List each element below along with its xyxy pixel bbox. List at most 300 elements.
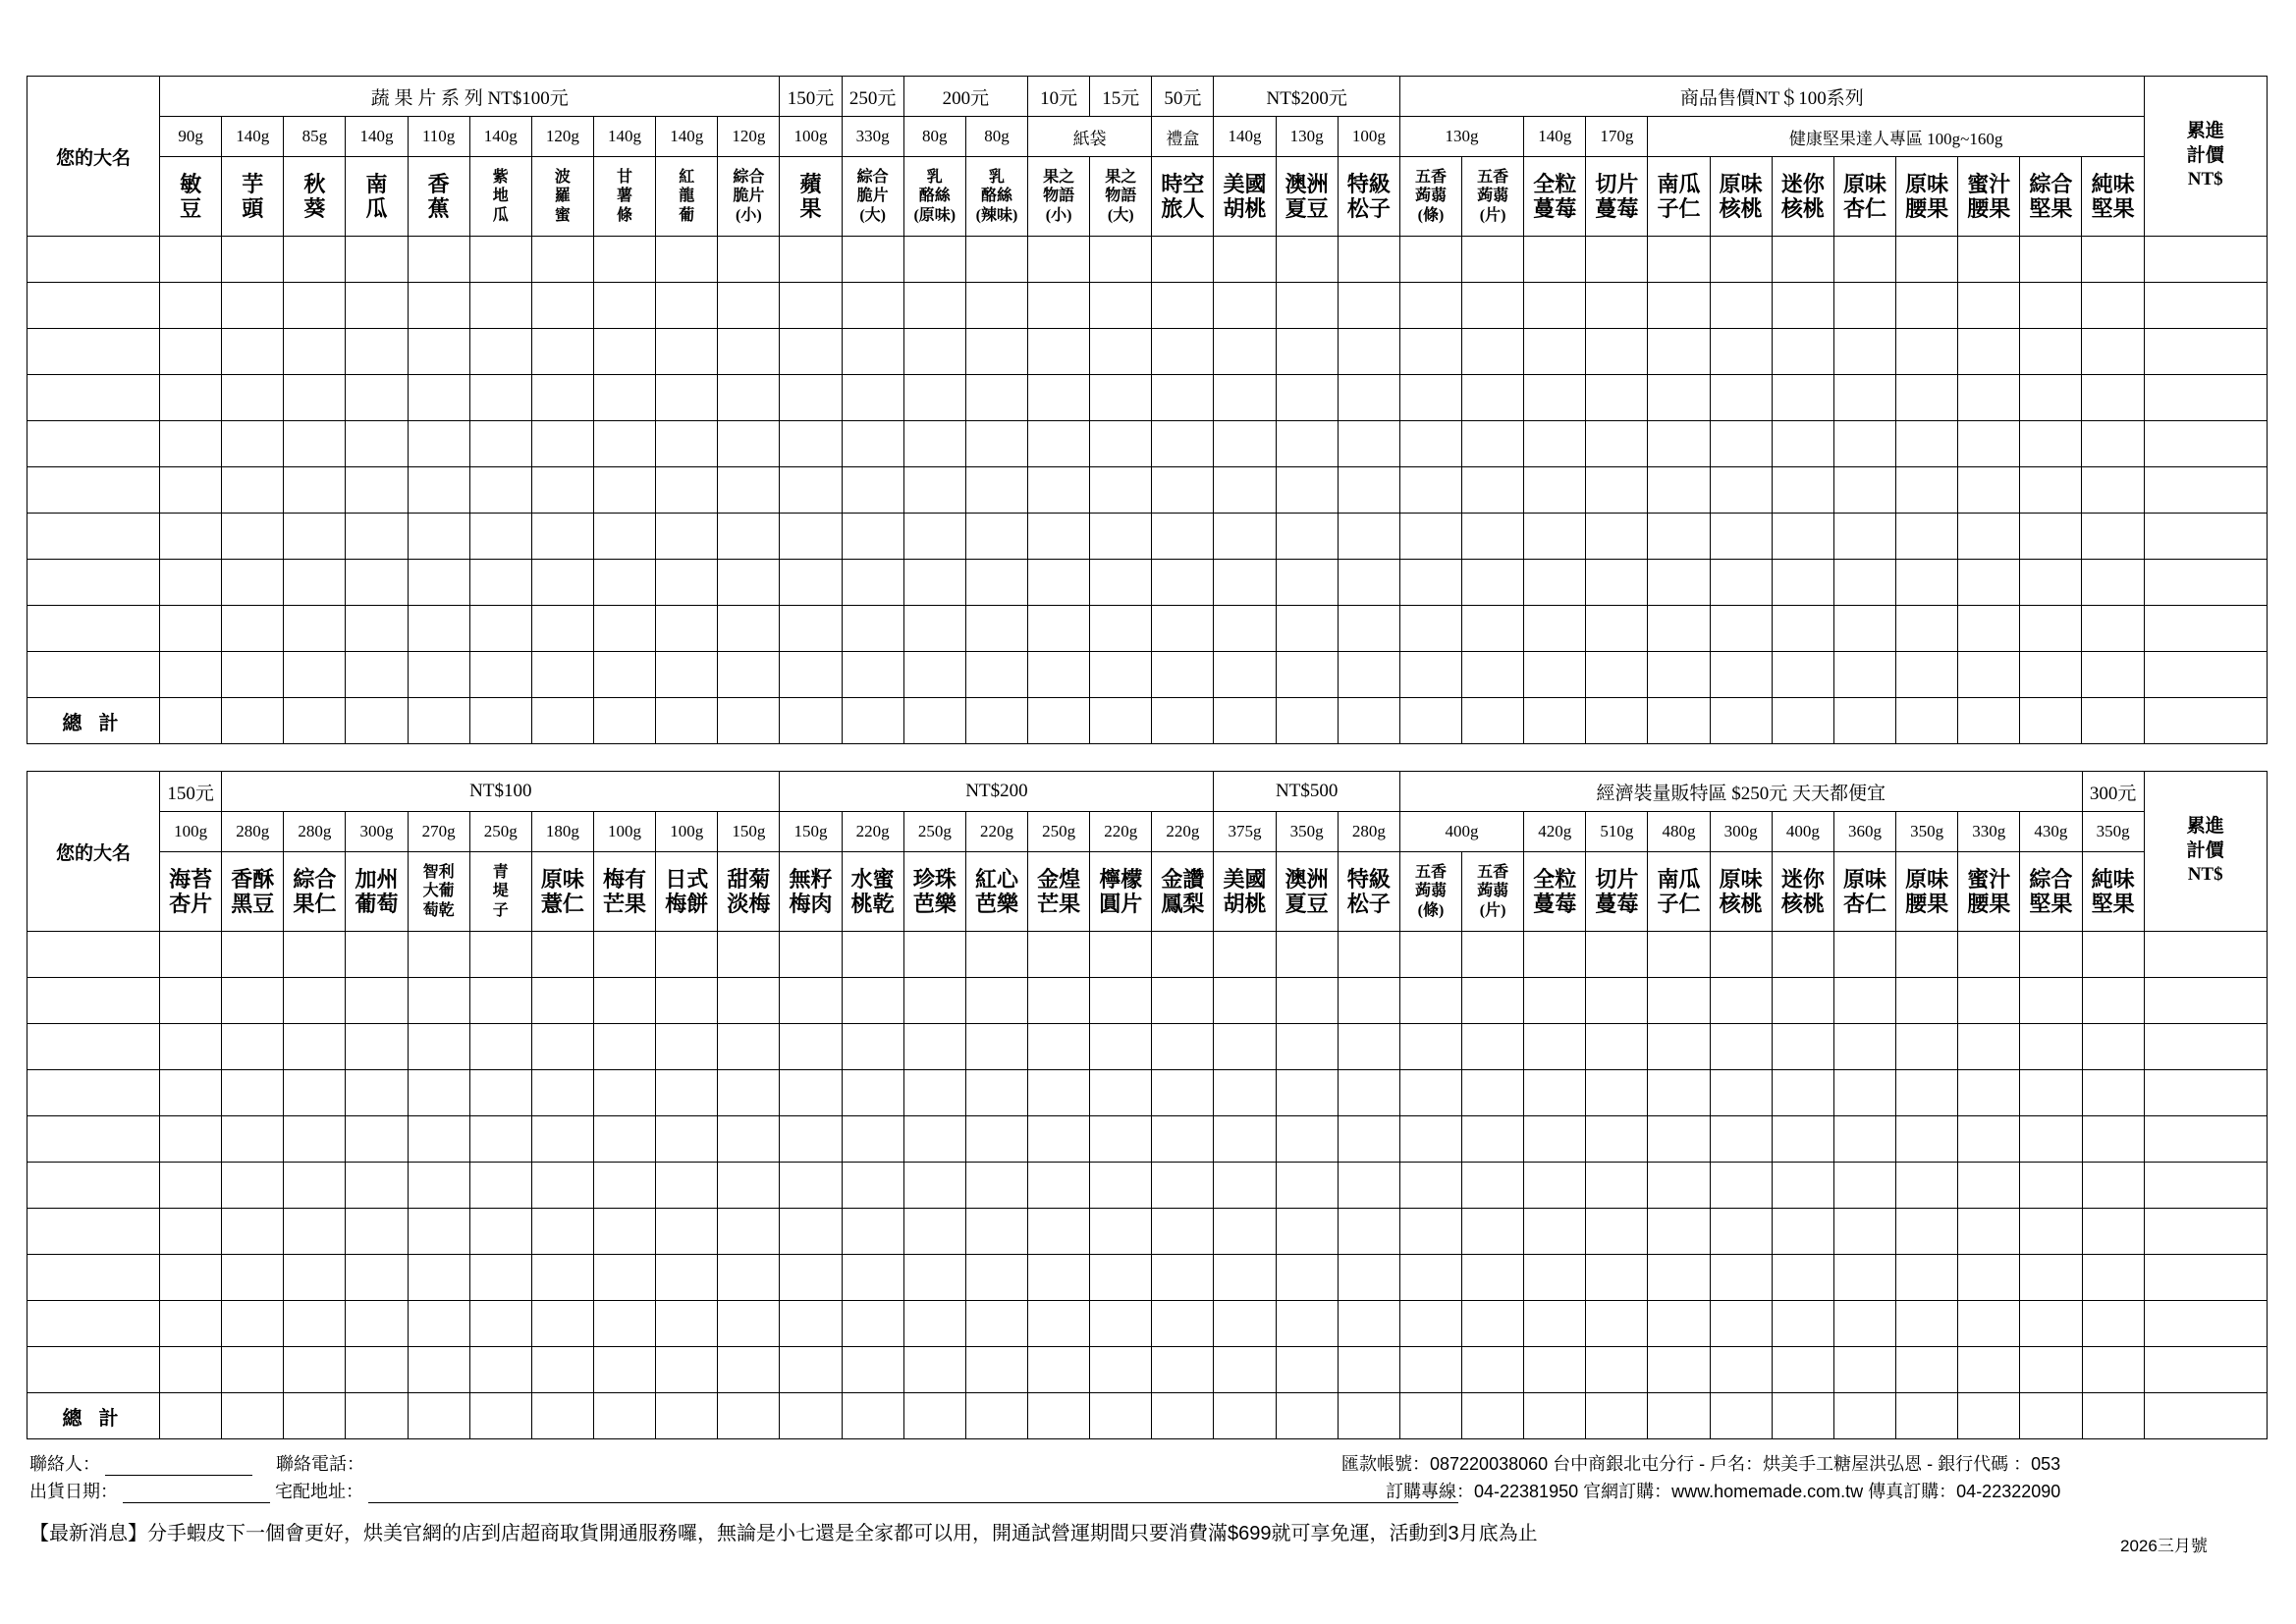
quantity-cell[interactable] <box>1833 1347 1895 1393</box>
quantity-cell[interactable] <box>1214 932 1276 978</box>
quantity-cell[interactable] <box>1896 606 1958 652</box>
quantity-cell[interactable] <box>1214 1301 1276 1347</box>
quantity-cell[interactable] <box>2082 514 2144 560</box>
quantity-cell[interactable] <box>284 606 346 652</box>
quantity-cell[interactable] <box>1524 978 1586 1024</box>
quantity-cell[interactable] <box>1896 375 1958 421</box>
quantity-cell[interactable] <box>160 932 222 978</box>
quantity-cell[interactable] <box>1524 1070 1586 1116</box>
quantity-cell[interactable] <box>1152 978 1214 1024</box>
quantity-cell[interactable] <box>1028 606 1090 652</box>
quantity-cell[interactable] <box>408 1255 469 1301</box>
quantity-cell[interactable] <box>1214 237 1276 283</box>
quantity-cell[interactable] <box>842 1116 903 1163</box>
quantity-cell[interactable] <box>408 606 469 652</box>
quantity-cell[interactable] <box>160 283 222 329</box>
quantity-cell[interactable] <box>222 514 284 560</box>
quantity-cell[interactable] <box>346 978 408 1024</box>
quantity-cell[interactable] <box>346 1347 408 1393</box>
quantity-cell[interactable] <box>222 421 284 467</box>
total-quantity-cell[interactable] <box>780 1393 842 1439</box>
customer-name-cell[interactable] <box>27 421 160 467</box>
quantity-cell[interactable] <box>1090 514 1152 560</box>
quantity-cell[interactable] <box>1462 1116 1524 1163</box>
quantity-cell[interactable] <box>842 421 903 467</box>
total-quantity-cell[interactable] <box>1896 1393 1958 1439</box>
quantity-cell[interactable] <box>1399 1301 1461 1347</box>
quantity-cell[interactable] <box>1958 1116 2020 1163</box>
quantity-cell[interactable] <box>160 467 222 514</box>
quantity-cell[interactable] <box>346 1024 408 1070</box>
total-quantity-cell[interactable] <box>284 1393 346 1439</box>
quantity-cell[interactable] <box>1524 560 1586 606</box>
quantity-cell[interactable] <box>1214 421 1276 467</box>
quantity-cell[interactable] <box>593 1255 655 1301</box>
quantity-cell[interactable] <box>469 1301 531 1347</box>
quantity-cell[interactable] <box>718 237 780 283</box>
quantity-cell[interactable] <box>718 1347 780 1393</box>
quantity-cell[interactable] <box>1152 237 1214 283</box>
cumulative-price-cell[interactable] <box>2144 652 2267 698</box>
cumulative-price-cell[interactable] <box>2144 1024 2267 1070</box>
quantity-cell[interactable] <box>1214 375 1276 421</box>
quantity-cell[interactable] <box>2082 560 2144 606</box>
quantity-cell[interactable] <box>842 467 903 514</box>
quantity-cell[interactable] <box>469 932 531 978</box>
quantity-cell[interactable] <box>656 932 718 978</box>
quantity-cell[interactable] <box>1028 1070 1090 1116</box>
quantity-cell[interactable] <box>284 652 346 698</box>
quantity-cell[interactable] <box>1028 1209 1090 1255</box>
customer-name-cell[interactable] <box>27 1070 160 1116</box>
quantity-cell[interactable] <box>1896 978 1958 1024</box>
quantity-cell[interactable] <box>1152 1347 1214 1393</box>
quantity-cell[interactable] <box>1524 237 1586 283</box>
total-quantity-cell[interactable] <box>1152 698 1214 744</box>
cumulative-price-cell[interactable] <box>2144 375 2267 421</box>
quantity-cell[interactable] <box>1896 560 1958 606</box>
quantity-cell[interactable] <box>1833 1255 1895 1301</box>
quantity-cell[interactable] <box>469 1116 531 1163</box>
quantity-cell[interactable] <box>780 1163 842 1209</box>
quantity-cell[interactable] <box>2082 467 2144 514</box>
quantity-cell[interactable] <box>1710 1116 1772 1163</box>
quantity-cell[interactable] <box>1276 467 1338 514</box>
quantity-cell[interactable] <box>1028 421 1090 467</box>
quantity-cell[interactable] <box>160 1347 222 1393</box>
quantity-cell[interactable] <box>1090 237 1152 283</box>
quantity-cell[interactable] <box>160 329 222 375</box>
quantity-cell[interactable] <box>1958 932 2020 978</box>
quantity-cell[interactable] <box>1152 1163 1214 1209</box>
quantity-cell[interactable] <box>1152 1301 1214 1347</box>
quantity-cell[interactable] <box>2020 329 2082 375</box>
quantity-cell[interactable] <box>1648 514 1710 560</box>
total-quantity-cell[interactable] <box>1710 1393 1772 1439</box>
quantity-cell[interactable] <box>1772 329 1833 375</box>
quantity-cell[interactable] <box>1833 375 1895 421</box>
quantity-cell[interactable] <box>842 978 903 1024</box>
quantity-cell[interactable] <box>1090 1255 1152 1301</box>
quantity-cell[interactable] <box>1152 560 1214 606</box>
quantity-cell[interactable] <box>1648 652 1710 698</box>
quantity-cell[interactable] <box>1399 1070 1461 1116</box>
quantity-cell[interactable] <box>1028 1347 1090 1393</box>
quantity-cell[interactable] <box>469 652 531 698</box>
quantity-cell[interactable] <box>1958 421 2020 467</box>
quantity-cell[interactable] <box>408 421 469 467</box>
quantity-cell[interactable] <box>1276 421 1338 467</box>
quantity-cell[interactable] <box>1338 467 1399 514</box>
quantity-cell[interactable] <box>1710 421 1772 467</box>
quantity-cell[interactable] <box>1586 978 1648 1024</box>
quantity-cell[interactable] <box>1772 1255 1833 1301</box>
quantity-cell[interactable] <box>160 1255 222 1301</box>
quantity-cell[interactable] <box>160 514 222 560</box>
total-quantity-cell[interactable] <box>469 698 531 744</box>
quantity-cell[interactable] <box>1896 514 1958 560</box>
quantity-cell[interactable] <box>1338 652 1399 698</box>
quantity-cell[interactable] <box>1833 978 1895 1024</box>
total-quantity-cell[interactable] <box>1586 698 1648 744</box>
quantity-cell[interactable] <box>1958 1209 2020 1255</box>
quantity-cell[interactable] <box>160 237 222 283</box>
quantity-cell[interactable] <box>346 421 408 467</box>
total-quantity-cell[interactable] <box>1710 698 1772 744</box>
quantity-cell[interactable] <box>1090 606 1152 652</box>
ship-date-field[interactable] <box>123 1483 270 1503</box>
total-quantity-cell[interactable] <box>160 1393 222 1439</box>
quantity-cell[interactable] <box>1214 606 1276 652</box>
quantity-cell[interactable] <box>222 283 284 329</box>
quantity-cell[interactable] <box>1399 606 1461 652</box>
quantity-cell[interactable] <box>1276 1301 1338 1347</box>
cumulative-price-cell[interactable] <box>2144 978 2267 1024</box>
quantity-cell[interactable] <box>656 421 718 467</box>
quantity-cell[interactable] <box>1399 421 1461 467</box>
quantity-cell[interactable] <box>469 467 531 514</box>
quantity-cell[interactable] <box>903 1209 965 1255</box>
quantity-cell[interactable] <box>903 329 965 375</box>
quantity-cell[interactable] <box>1958 978 2020 1024</box>
quantity-cell[interactable] <box>965 978 1027 1024</box>
quantity-cell[interactable] <box>1276 1209 1338 1255</box>
quantity-cell[interactable] <box>531 1209 593 1255</box>
quantity-cell[interactable] <box>593 237 655 283</box>
quantity-cell[interactable] <box>1710 1301 1772 1347</box>
quantity-cell[interactable] <box>593 1209 655 1255</box>
quantity-cell[interactable] <box>1772 467 1833 514</box>
customer-name-cell[interactable] <box>27 1209 160 1255</box>
quantity-cell[interactable] <box>1896 1347 1958 1393</box>
quantity-cell[interactable] <box>593 652 655 698</box>
quantity-cell[interactable] <box>1524 1255 1586 1301</box>
quantity-cell[interactable] <box>531 932 593 978</box>
quantity-cell[interactable] <box>469 375 531 421</box>
quantity-cell[interactable] <box>1276 1070 1338 1116</box>
quantity-cell[interactable] <box>222 560 284 606</box>
quantity-cell[interactable] <box>531 283 593 329</box>
total-quantity-cell[interactable] <box>1896 698 1958 744</box>
quantity-cell[interactable] <box>1586 514 1648 560</box>
quantity-cell[interactable] <box>1586 1255 1648 1301</box>
quantity-cell[interactable] <box>1833 514 1895 560</box>
total-quantity-cell[interactable] <box>1833 1393 1895 1439</box>
quantity-cell[interactable] <box>965 237 1027 283</box>
quantity-cell[interactable] <box>2082 421 2144 467</box>
quantity-cell[interactable] <box>469 1209 531 1255</box>
quantity-cell[interactable] <box>1958 1024 2020 1070</box>
total-quantity-cell[interactable] <box>903 698 965 744</box>
quantity-cell[interactable] <box>408 1163 469 1209</box>
quantity-cell[interactable] <box>718 514 780 560</box>
total-quantity-cell[interactable] <box>531 1393 593 1439</box>
quantity-cell[interactable] <box>903 606 965 652</box>
quantity-cell[interactable] <box>1152 652 1214 698</box>
quantity-cell[interactable] <box>593 1347 655 1393</box>
quantity-cell[interactable] <box>842 375 903 421</box>
quantity-cell[interactable] <box>718 467 780 514</box>
total-price-cell[interactable] <box>2144 698 2267 744</box>
quantity-cell[interactable] <box>1090 1209 1152 1255</box>
quantity-cell[interactable] <box>469 560 531 606</box>
customer-name-cell[interactable] <box>27 1024 160 1070</box>
quantity-cell[interactable] <box>656 1163 718 1209</box>
quantity-cell[interactable] <box>593 329 655 375</box>
quantity-cell[interactable] <box>1152 467 1214 514</box>
quantity-cell[interactable] <box>1772 514 1833 560</box>
customer-name-cell[interactable] <box>27 1301 160 1347</box>
quantity-cell[interactable] <box>1710 1347 1772 1393</box>
quantity-cell[interactable] <box>284 283 346 329</box>
quantity-cell[interactable] <box>718 1255 780 1301</box>
quantity-cell[interactable] <box>1462 652 1524 698</box>
quantity-cell[interactable] <box>284 514 346 560</box>
total-quantity-cell[interactable] <box>1586 1393 1648 1439</box>
quantity-cell[interactable] <box>408 375 469 421</box>
quantity-cell[interactable] <box>1028 329 1090 375</box>
quantity-cell[interactable] <box>965 329 1027 375</box>
quantity-cell[interactable] <box>1338 1347 1399 1393</box>
quantity-cell[interactable] <box>1399 237 1461 283</box>
quantity-cell[interactable] <box>1276 1024 1338 1070</box>
quantity-cell[interactable] <box>1090 467 1152 514</box>
quantity-cell[interactable] <box>1214 652 1276 698</box>
quantity-cell[interactable] <box>160 560 222 606</box>
quantity-cell[interactable] <box>1648 606 1710 652</box>
total-quantity-cell[interactable] <box>1648 1393 1710 1439</box>
quantity-cell[interactable] <box>842 1024 903 1070</box>
total-quantity-cell[interactable] <box>656 1393 718 1439</box>
quantity-cell[interactable] <box>346 329 408 375</box>
quantity-cell[interactable] <box>469 1347 531 1393</box>
quantity-cell[interactable] <box>780 978 842 1024</box>
quantity-cell[interactable] <box>1276 1163 1338 1209</box>
quantity-cell[interactable] <box>1586 1116 1648 1163</box>
customer-name-cell[interactable] <box>27 467 160 514</box>
quantity-cell[interactable] <box>222 1163 284 1209</box>
customer-name-cell[interactable] <box>27 237 160 283</box>
quantity-cell[interactable] <box>1958 1255 2020 1301</box>
quantity-cell[interactable] <box>1524 1209 1586 1255</box>
quantity-cell[interactable] <box>718 652 780 698</box>
cumulative-price-cell[interactable] <box>2144 606 2267 652</box>
quantity-cell[interactable] <box>346 283 408 329</box>
total-quantity-cell[interactable] <box>408 698 469 744</box>
quantity-cell[interactable] <box>1462 283 1524 329</box>
quantity-cell[interactable] <box>718 1024 780 1070</box>
quantity-cell[interactable] <box>903 1255 965 1301</box>
quantity-cell[interactable] <box>1648 1070 1710 1116</box>
quantity-cell[interactable] <box>1028 375 1090 421</box>
quantity-cell[interactable] <box>780 237 842 283</box>
quantity-cell[interactable] <box>903 1163 965 1209</box>
quantity-cell[interactable] <box>1399 375 1461 421</box>
quantity-cell[interactable] <box>1338 560 1399 606</box>
quantity-cell[interactable] <box>1958 514 2020 560</box>
quantity-cell[interactable] <box>1462 1070 1524 1116</box>
quantity-cell[interactable] <box>1958 560 2020 606</box>
quantity-cell[interactable] <box>718 560 780 606</box>
total-quantity-cell[interactable] <box>1958 1393 2020 1439</box>
quantity-cell[interactable] <box>965 1347 1027 1393</box>
quantity-cell[interactable] <box>842 1070 903 1116</box>
quantity-cell[interactable] <box>780 375 842 421</box>
quantity-cell[interactable] <box>780 1116 842 1163</box>
quantity-cell[interactable] <box>1338 1163 1399 1209</box>
quantity-cell[interactable] <box>1524 467 1586 514</box>
total-quantity-cell[interactable] <box>531 698 593 744</box>
quantity-cell[interactable] <box>2020 652 2082 698</box>
quantity-cell[interactable] <box>1462 978 1524 1024</box>
total-quantity-cell[interactable] <box>2020 1393 2082 1439</box>
quantity-cell[interactable] <box>1648 1347 1710 1393</box>
cumulative-price-cell[interactable] <box>2144 329 2267 375</box>
total-quantity-cell[interactable] <box>1028 698 1090 744</box>
quantity-cell[interactable] <box>780 1347 842 1393</box>
total-quantity-cell[interactable] <box>1648 698 1710 744</box>
quantity-cell[interactable] <box>2020 606 2082 652</box>
customer-name-cell[interactable] <box>27 1116 160 1163</box>
quantity-cell[interactable] <box>1399 652 1461 698</box>
total-quantity-cell[interactable] <box>346 698 408 744</box>
total-quantity-cell[interactable] <box>2020 698 2082 744</box>
quantity-cell[interactable] <box>656 1347 718 1393</box>
total-quantity-cell[interactable] <box>656 698 718 744</box>
quantity-cell[interactable] <box>1276 978 1338 1024</box>
quantity-cell[interactable] <box>1710 560 1772 606</box>
quantity-cell[interactable] <box>284 375 346 421</box>
quantity-cell[interactable] <box>1896 421 1958 467</box>
quantity-cell[interactable] <box>593 283 655 329</box>
quantity-cell[interactable] <box>222 1116 284 1163</box>
quantity-cell[interactable] <box>469 1163 531 1209</box>
total-quantity-cell[interactable] <box>1772 698 1833 744</box>
quantity-cell[interactable] <box>1090 375 1152 421</box>
quantity-cell[interactable] <box>1586 329 1648 375</box>
quantity-cell[interactable] <box>2082 932 2144 978</box>
quantity-cell[interactable] <box>346 1116 408 1163</box>
contact-field[interactable] <box>105 1455 252 1476</box>
customer-name-cell[interactable] <box>27 560 160 606</box>
quantity-cell[interactable] <box>1710 1070 1772 1116</box>
quantity-cell[interactable] <box>2020 978 2082 1024</box>
quantity-cell[interactable] <box>1524 283 1586 329</box>
quantity-cell[interactable] <box>1152 329 1214 375</box>
quantity-cell[interactable] <box>1648 283 1710 329</box>
quantity-cell[interactable] <box>1214 467 1276 514</box>
quantity-cell[interactable] <box>1462 606 1524 652</box>
quantity-cell[interactable] <box>469 1070 531 1116</box>
quantity-cell[interactable] <box>1833 560 1895 606</box>
quantity-cell[interactable] <box>1772 652 1833 698</box>
quantity-cell[interactable] <box>1462 329 1524 375</box>
quantity-cell[interactable] <box>346 467 408 514</box>
quantity-cell[interactable] <box>531 652 593 698</box>
quantity-cell[interactable] <box>1090 421 1152 467</box>
quantity-cell[interactable] <box>593 1163 655 1209</box>
total-quantity-cell[interactable] <box>1833 698 1895 744</box>
cumulative-price-cell[interactable] <box>2144 467 2267 514</box>
quantity-cell[interactable] <box>1214 1255 1276 1301</box>
quantity-cell[interactable] <box>842 1301 903 1347</box>
quantity-cell[interactable] <box>284 1347 346 1393</box>
quantity-cell[interactable] <box>903 1301 965 1347</box>
quantity-cell[interactable] <box>469 606 531 652</box>
quantity-cell[interactable] <box>1833 1070 1895 1116</box>
quantity-cell[interactable] <box>2020 1301 2082 1347</box>
quantity-cell[interactable] <box>408 1024 469 1070</box>
quantity-cell[interactable] <box>1028 932 1090 978</box>
quantity-cell[interactable] <box>1214 1347 1276 1393</box>
customer-name-cell[interactable] <box>27 1255 160 1301</box>
quantity-cell[interactable] <box>222 932 284 978</box>
quantity-cell[interactable] <box>1214 1024 1276 1070</box>
quantity-cell[interactable] <box>780 329 842 375</box>
total-quantity-cell[interactable] <box>718 698 780 744</box>
quantity-cell[interactable] <box>903 1024 965 1070</box>
quantity-cell[interactable] <box>284 329 346 375</box>
quantity-cell[interactable] <box>593 606 655 652</box>
quantity-cell[interactable] <box>1090 1024 1152 1070</box>
cumulative-price-cell[interactable] <box>2144 560 2267 606</box>
quantity-cell[interactable] <box>346 1301 408 1347</box>
quantity-cell[interactable] <box>469 1024 531 1070</box>
quantity-cell[interactable] <box>1524 1024 1586 1070</box>
quantity-cell[interactable] <box>780 283 842 329</box>
quantity-cell[interactable] <box>1586 421 1648 467</box>
quantity-cell[interactable] <box>2020 1163 2082 1209</box>
customer-name-cell[interactable] <box>27 283 160 329</box>
quantity-cell[interactable] <box>1772 1070 1833 1116</box>
quantity-cell[interactable] <box>1462 1209 1524 1255</box>
quantity-cell[interactable] <box>2082 1209 2144 1255</box>
quantity-cell[interactable] <box>222 329 284 375</box>
quantity-cell[interactable] <box>1338 978 1399 1024</box>
quantity-cell[interactable] <box>222 1255 284 1301</box>
quantity-cell[interactable] <box>656 237 718 283</box>
quantity-cell[interactable] <box>408 560 469 606</box>
quantity-cell[interactable] <box>1462 467 1524 514</box>
quantity-cell[interactable] <box>160 652 222 698</box>
quantity-cell[interactable] <box>1338 283 1399 329</box>
quantity-cell[interactable] <box>593 375 655 421</box>
quantity-cell[interactable] <box>1772 1347 1833 1393</box>
quantity-cell[interactable] <box>1462 1347 1524 1393</box>
total-quantity-cell[interactable] <box>1772 1393 1833 1439</box>
quantity-cell[interactable] <box>1586 652 1648 698</box>
quantity-cell[interactable] <box>1399 1116 1461 1163</box>
